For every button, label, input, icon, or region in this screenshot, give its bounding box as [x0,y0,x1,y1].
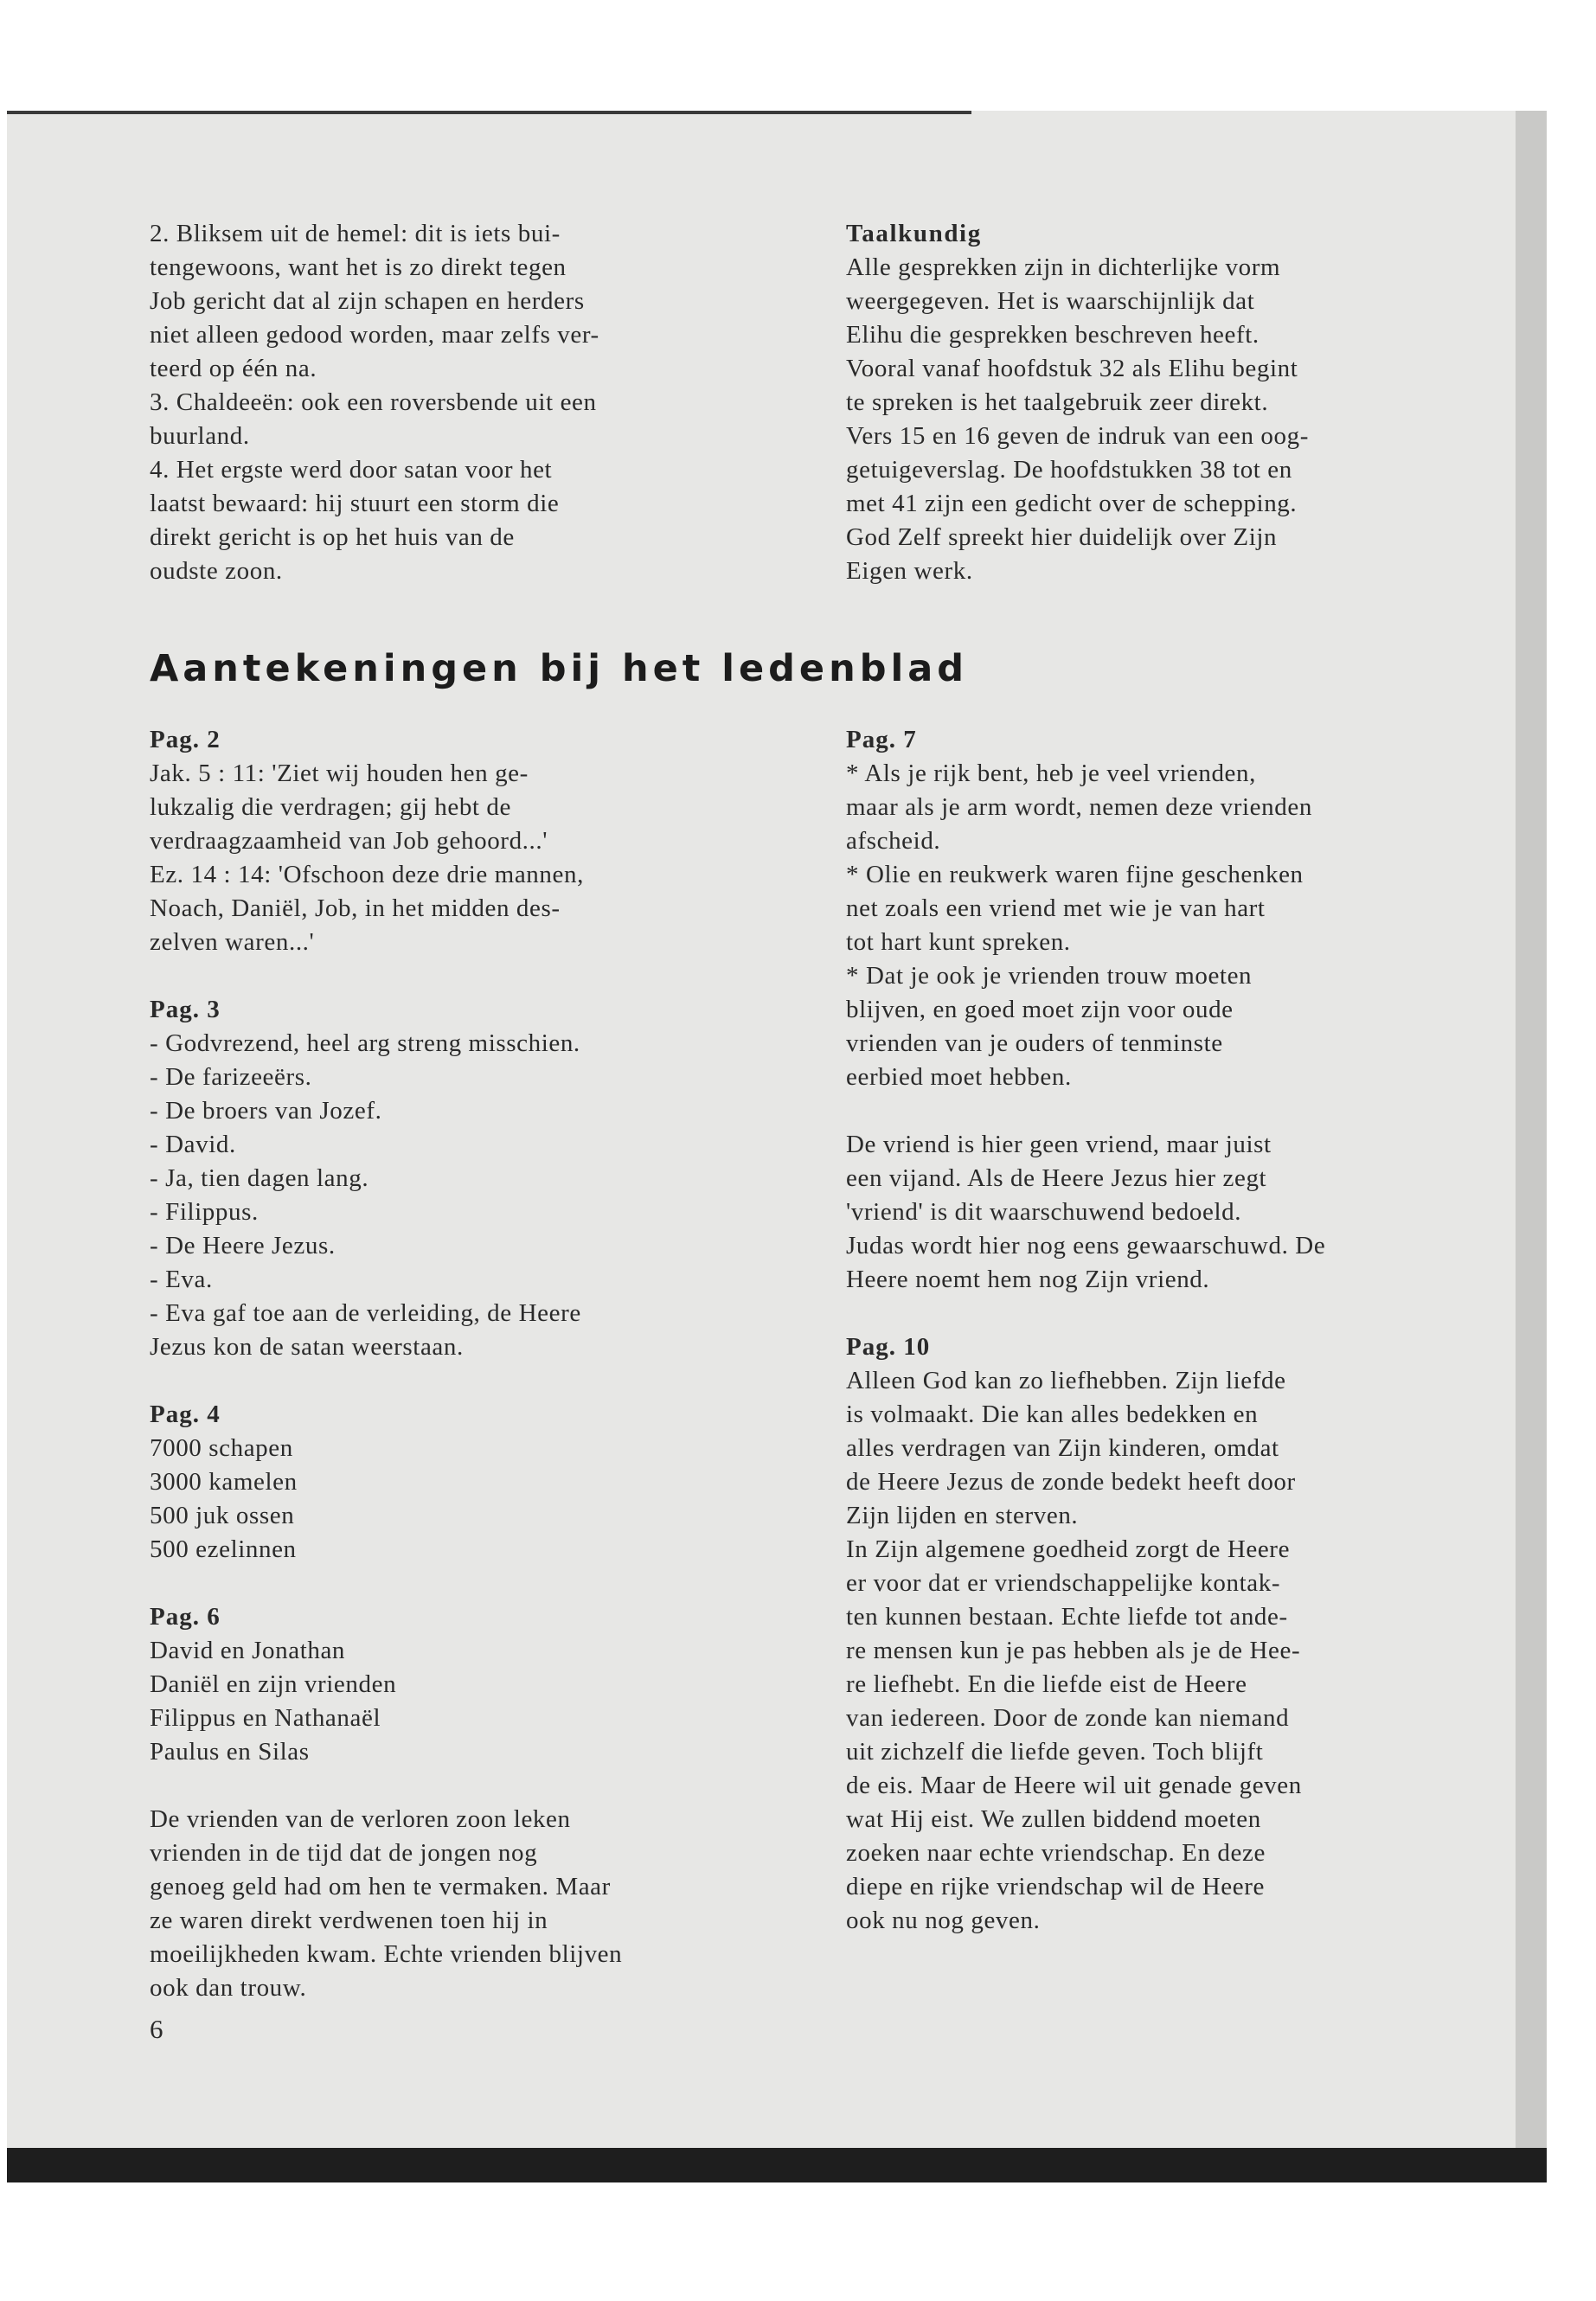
section-heading: Aantekeningen bij het ledenblad [150,647,969,690]
scanned-page [7,111,1547,2182]
page-number: 6 [150,2014,163,2044]
text-line: - De broers van Jozef. [150,1097,382,1125]
text-line: 500 ezelinnen [150,1535,297,1563]
text-line: Zijn lijden en sterven. [846,1502,1079,1529]
text-line: eerbied moet hebben. [846,1063,1072,1091]
note-block [150,1803,747,2005]
text-line: de eis. Maar de Heere wil uit genade geven [846,1772,1302,1799]
text-line: - Eva gaf toe aan de verleiding, de Heere [150,1299,581,1327]
text-line: alles verdragen van Zijn kinderen, omdat [846,1434,1279,1462]
text-line: uit zichzelf die liefde geven. Toch blijft [846,1738,1264,1766]
text-line: net zoals een vriend met wie je van hart [846,894,1266,922]
text-line: De vriend is hier geen vriend, maar juist [846,1131,1272,1158]
text-line: 'vriend' is dit waarschuwend bedoeld. [846,1198,1242,1226]
text-line: afscheid. [846,827,941,855]
text-line: - Eva. [150,1266,213,1293]
taalkundig-heading: Taalkundig [846,220,982,247]
text-line: te spreken is het taalgebruik zeer direkt. [846,388,1269,416]
text-line: God Zelf spreekt hier duidelijk over Zijn [846,523,1278,551]
text-line: Alleen God kan zo liefhebben. Zijn liefde [846,1367,1286,1394]
text-line: 7000 schapen [150,1434,293,1462]
text-line: 3. Chaldeeën: ook een roversbende uit een [150,388,597,416]
text-line: Noach, Daniël, Job, in het midden des- [150,894,561,922]
page-ref-label: Pag. 6 [150,1603,221,1631]
text-line: van iedereen. Door de zonde kan niemand [846,1704,1290,1732]
text-line: ze waren direkt verdwenen toen hij in [150,1907,548,1934]
text-line: re liefhebt. En die liefde eist de Heere [846,1670,1247,1698]
text-line: er voor dat er vriendschappelijke kontak- [846,1569,1281,1597]
text-line: David en Jonathan [150,1637,346,1664]
text-line: - Filippus. [150,1198,259,1226]
text-line: maar als je arm wordt, nemen deze vrienden [846,793,1312,821]
text-line: is volmaakt. Die kan alles bedekken en [846,1400,1259,1428]
text-line: re mensen kun je pas hebben als je de Hee- [846,1637,1301,1664]
text-line: direkt gericht is op het huis van de [150,523,515,551]
text-line: - De Heere Jezus. [150,1232,336,1259]
text-line: laatst bewaard: hij stuurt een storm die [150,490,560,517]
text-line: weergegeven. Het is waarschijnlijk dat [846,287,1255,315]
right-column-notes [846,723,1452,1938]
page-edge-shadow [1516,111,1547,2182]
text-line: 3000 kamelen [150,1468,298,1496]
text-line: Vooral vanaf hoofdstuk 32 als Elihu begint [846,355,1298,382]
text-line: Eigen werk. [846,557,973,585]
text-line: - David. [150,1131,236,1158]
text-line: lukzalig die verdragen; gij hebt de [150,793,511,821]
text-line: Alle gesprekken zijn in dichterlijke vorm [846,253,1281,281]
text-line: Judas wordt hier nog eens gewaarschuwd. De [846,1232,1326,1259]
text-line: diepe en rijke vriendschap wil de Heere [846,1873,1265,1900]
right-column-taalkundig [846,217,1452,588]
note-block [150,1600,747,1769]
text-line: zoeken naar echte vriendschap. En deze [846,1839,1266,1867]
text-line: ook dan trouw. [150,1974,307,2002]
top-rule [7,111,971,114]
note-block [846,1330,1452,1938]
bottom-scan-band [7,2148,1547,2182]
text-line: Paulus en Silas [150,1738,310,1766]
note-block [150,1398,747,1567]
text-line: Job gericht dat al zijn schapen en herders [150,287,585,315]
text-line: 4. Het ergste werd door satan voor het [150,456,553,484]
text-line: vrienden van je ouders of tenminste [846,1029,1223,1057]
text-line: In Zijn algemene goedheid zorgt de Heere [846,1535,1291,1563]
text-line: ook nu nog geven. [846,1907,1041,1934]
text-line: Daniël en zijn vrienden [150,1670,397,1698]
text-line: 2. Bliksem uit de hemel: dit is iets bui- [150,220,561,247]
page-ref-label: Pag. 2 [150,726,221,753]
text-line: getuigeverslag. De hoofdstukken 38 tot en [846,456,1292,484]
text-line: De vrienden van de verloren zoon leken [150,1805,571,1833]
text-line: - Godvrezend, heel arg streng misschien. [150,1029,580,1057]
page-ref-label: Pag. 7 [846,726,917,753]
text-line: blijven, en goed moet zijn voor oude [846,996,1234,1023]
note-block [846,723,1452,1094]
left-column-intro [150,217,738,588]
text-line: * Dat je ook je vrienden trouw moeten [846,962,1253,990]
text-line: zelven waren...' [150,928,315,956]
page-ref-label: Pag. 10 [846,1333,931,1361]
taalkundig-text [846,251,1452,588]
text-line: tot hart kunt spreken. [846,928,1071,956]
text-line: teerd op één na. [150,355,317,382]
note-block [846,1128,1452,1297]
page-ref-label: Pag. 3 [150,996,221,1023]
note-block [150,993,747,1364]
text-line: 500 juk ossen [150,1502,295,1529]
text-line: de Heere Jezus de zonde bedekt heeft door [846,1468,1296,1496]
text-line: een vijand. Als de Heere Jezus hier zegt [846,1164,1267,1192]
text-line: Heere noemt hem nog Zijn vriend. [846,1266,1210,1293]
text-line: Jak. 5 : 11: 'Ziet wij houden hen ge- [150,760,529,787]
text-line: * Als je rijk bent, heb je veel vrienden, [846,760,1256,787]
note-block [150,723,747,959]
text-line: Vers 15 en 16 geven de indruk van een oog- [846,422,1309,450]
left-column-notes [150,723,747,2005]
text-line: Jezus kon de satan weerstaan. [150,1333,464,1361]
text-line: Elihu die gesprekken beschreven heeft. [846,321,1259,349]
text-line: moeilijkheden kwam. Echte vrienden blijven [150,1940,623,1968]
text-line: - Ja, tien dagen lang. [150,1164,369,1192]
text-line: niet alleen gedood worden, maar zelfs ver- [150,321,599,349]
text-line: buurland. [150,422,250,450]
text-line: genoeg geld had om hen te vermaken. Maar [150,1873,611,1900]
text-line: vrienden in de tijd dat de jongen nog [150,1839,538,1867]
text-line: Filippus en Nathanaël [150,1704,381,1732]
text-line: verdraagzaamheid van Job gehoord...' [150,827,548,855]
text-line: wat Hij eist. We zullen biddend moeten [846,1805,1261,1833]
text-line: ten kunnen bestaan. Echte liefde tot ande- [846,1603,1288,1631]
text-line: - De farizeeërs. [150,1063,312,1091]
text-line: met 41 zijn een gedicht over de schepping. [846,490,1298,517]
text-line: Ez. 14 : 14: 'Ofschoon deze drie mannen, [150,861,584,888]
text-line: * Olie en reukwerk waren fijne geschenken [846,861,1304,888]
page-ref-label: Pag. 4 [150,1400,221,1428]
text-line: tengewoons, want het is zo direkt tegen [150,253,567,281]
text-line: oudste zoon. [150,557,283,585]
